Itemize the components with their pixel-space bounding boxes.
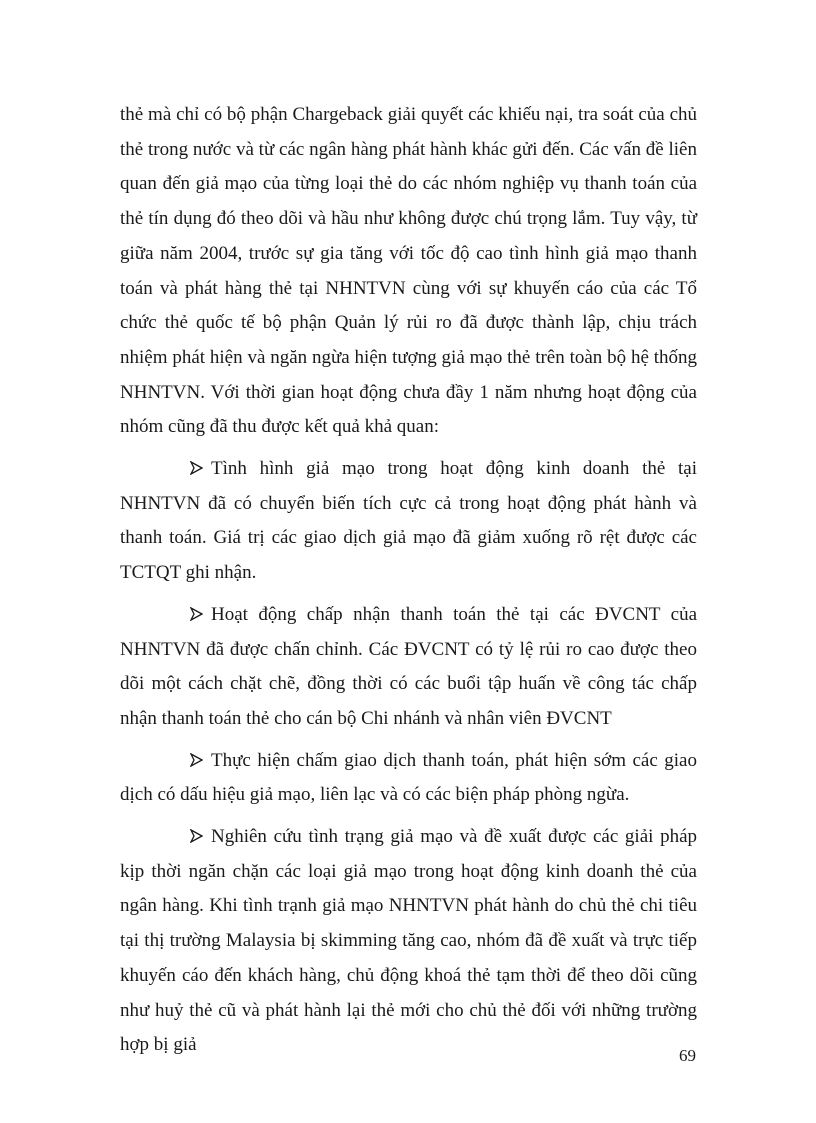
intro-line: Với thời gian hoạt động chưa đầy 1 năm nhưng hoạt động của nhóm cũng đã bbox=[120, 381, 697, 438]
bullet-rest-text: NHNTVN đã có chuyển biến tích cực cả trong hoạt động phát hành và thanh toán. Giá trị các giao dịch giả mạo đã giảm xuống rõ rệt được các TCTQT ghi nhận. bbox=[120, 492, 697, 584]
page-number: 69 bbox=[679, 1046, 696, 1065]
bullet-first-text: Hoạt động chấp nhận thanh toán thẻ tại các ĐVCNT của bbox=[211, 603, 697, 625]
arrow-bullet-icon bbox=[190, 461, 203, 475]
bullet-first-line bbox=[120, 598, 697, 633]
intro-paragraph bbox=[120, 98, 697, 445]
bullet-rest-text: dịch có dấu hiệu giả mạo, liên lạc và có các biện pháp phòng ngừa. bbox=[120, 784, 630, 806]
intro-line: quan đến giả mạo của từng loại thẻ do các nhóm nghiệp vụ thanh toán của bbox=[120, 173, 697, 195]
intro-line: hiện và ngăn ngừa hiện tượng giả mạo thẻ trên toàn bộ hệ thống NHNTVN. bbox=[120, 346, 698, 403]
bullet-first-line bbox=[120, 452, 697, 487]
bullet-first-text: Thực hiện chấm giao dịch thanh toán, phát hiện sớm các giao bbox=[211, 749, 697, 771]
bullet-first-text: Tình hình giả mạo trong hoạt động kinh doanh thẻ tại bbox=[211, 458, 697, 480]
bullet-first-text: Nghiên cứu tình trạng giả mạo và đề xuất được các giải pháp bbox=[211, 826, 697, 848]
arrow-bullet-icon bbox=[190, 829, 203, 843]
bullet-paragraph bbox=[120, 598, 697, 737]
bullet-rest-text: NHNTVN đã được chấn chỉnh. Các ĐVCNT có tỷ lệ rủi ro cao được theo dõi một cách chặt chẽ, đồng thời có các buổi tập huấn về công tác chấp nhận thanh toán thẻ cho cán bộ Chi nhánh và nhân viên ĐVCNT bbox=[120, 638, 697, 729]
intro-line: thẻ quốc tế bộ phận Quản lý rủi ro đã được thành lập, chịu trách nhiệm phát bbox=[120, 312, 697, 368]
bullet-rest-text: kịp thời ngăn chặn các loại giả mạo trong hoạt động kinh doanh thẻ của ngân hàng. Khi tình trạnh giả mạo NHNTVN phát hành do chủ thẻ chi tiêu tại thị trường Malaysia bị skimming tăng cao, nhóm đã đề xuất và trực tiếp khuyến cáo đến khách hàng, chủ động khoá thẻ tạm thời để theo dõi cũng như huỷ thẻ cũ và phát hành lại thẻ mới cho chủ thẻ đối với những trường hợp bị giả bbox=[120, 860, 697, 1056]
page-content bbox=[120, 98, 697, 1063]
intro-line: thẻ mà chỉ có bộ phận Chargeback giải quyết các khiếu nại, tra soát của chủ bbox=[120, 104, 697, 125]
intro-line: toán và phát hàng thẻ tại NHNTVN cùng với sự khuyến cáo của các Tổ chức bbox=[120, 277, 697, 334]
bullet-first-line bbox=[120, 744, 697, 779]
bullet-paragraph bbox=[120, 452, 697, 591]
bullet-first-line bbox=[120, 820, 697, 855]
intro-line: giữa năm 2004, trước sự gia tăng với tốc độ cao tình hình giả mạo thanh bbox=[120, 242, 697, 264]
bullet-paragraph bbox=[120, 744, 697, 813]
intro-line: thu được kết quả khả quan: bbox=[232, 416, 440, 438]
intro-line: thẻ tín dụng đó theo dõi và hầu như không được chú trọng lắm. Tuy vậy, từ bbox=[120, 208, 697, 230]
bullet-paragraph bbox=[120, 820, 697, 1063]
arrow-bullet-icon bbox=[190, 753, 203, 767]
arrow-bullet-icon bbox=[190, 607, 203, 621]
intro-line: thẻ trong nước và từ các ngân hàng phát hành khác gửi đến. Các vấn đề liên bbox=[120, 138, 697, 160]
